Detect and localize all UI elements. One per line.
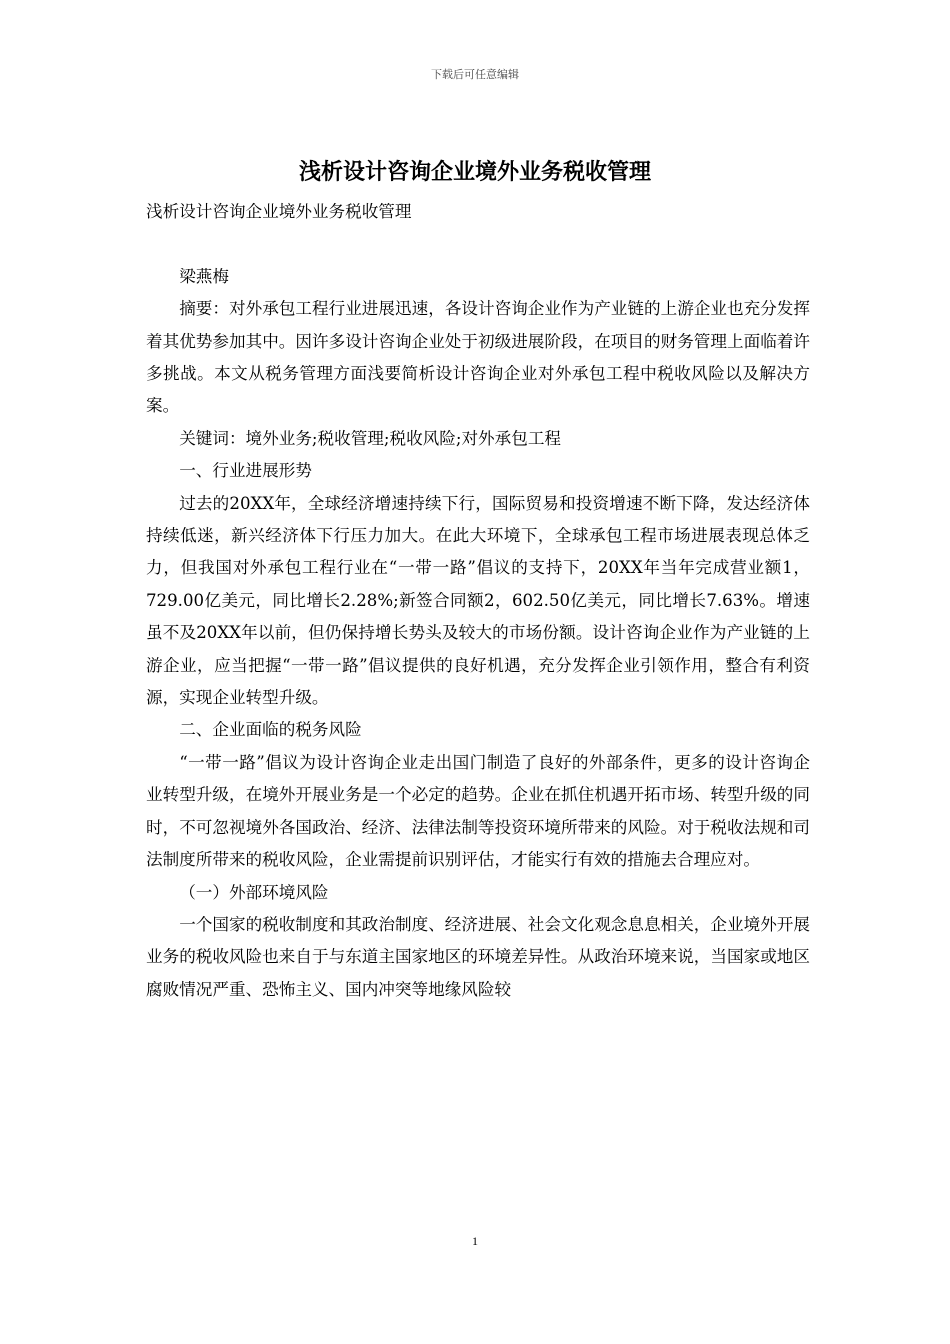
abstract-paragraph: 摘要：对外承包工程行业进展迅速，各设计咨询企业作为产业链的上游企业也充分发挥着其优势参加其中。因许多设计咨询企业处于初级进展阶段，在项目的财务管理上面临着许多挑战。本文从税务管理方面浅要简析设计咨询企业对外承包工程中税收风险以及解决方案。 (146, 299, 810, 416)
subsection-heading-external-risk: （一）外部环境风险 (179, 882, 329, 902)
document-title: 浅析设计咨询企业境外业务税收管理 (298, 160, 651, 185)
section-heading-tax-risks: 二、企业面临的税务风险 (179, 720, 362, 740)
blank-line (146, 228, 810, 260)
page-number: 1 (472, 1234, 478, 1248)
keywords-paragraph: 关键词：境外业务;税收管理;税收风险;对外承包工程 (179, 428, 562, 448)
section-heading-industry-trends: 一、行业进展形势 (179, 461, 312, 481)
section-paragraph-industry-trends: 过去的20XX年，全球经济增速持续下行，国际贸易和投资增速不断下降，发达经济体持续低迷，新兴经济体下行压力加大。在此大环境下，全球承包工程市场进展表现总体乏力，但我国对外承包工程行业在“一带一路”倡议的支持下，20XX年当年完成营业额1，729.00亿美元，同比增长2.28%;新签合同额2，602.50亿美元，同比增长7.63%。增速虽不及20XX年以前，但仍保持增长势头及较大的市场份额。设计咨询企业作为产业链的上游企业，应当把握“一带一路”倡议提供的良好机遇，充分发挥企业引领作用，整合有利资源，实现企业转型升级。 (146, 493, 810, 708)
page-header-note: 下载后可任意编辑 (431, 68, 519, 81)
subsection-paragraph-external-risk: 一个国家的税收制度和其政治制度、经济进展、社会文化观念息息相关，企业境外开展业务的税收风险也来自于与东道主国家地区的环境差异性。从政治环境来说，当国家或地区腐败情况严重、恐怖主义、国内冲突等地缘风险较 (146, 914, 810, 999)
document-body (146, 196, 810, 1006)
author-name: 梁燕梅 (179, 266, 229, 286)
section-paragraph-tax-risks: “一带一路”倡议为设计咨询企业走出国门制造了良好的外部条件，更多的设计咨询企业转型升级，在境外开展业务是一个必定的趋势。企业在抓住机遇开拓市场、转型升级的同时，不可忽视境外各国政治、经济、法律法制等投资环境所带来的风险。对于税收法规和司法制度所带来的税收风险，企业需提前识别评估，才能实行有效的措施去合理应对。 (146, 752, 810, 870)
document-subtitle: 浅析设计咨询企业境外业务税收管理 (146, 202, 412, 221)
